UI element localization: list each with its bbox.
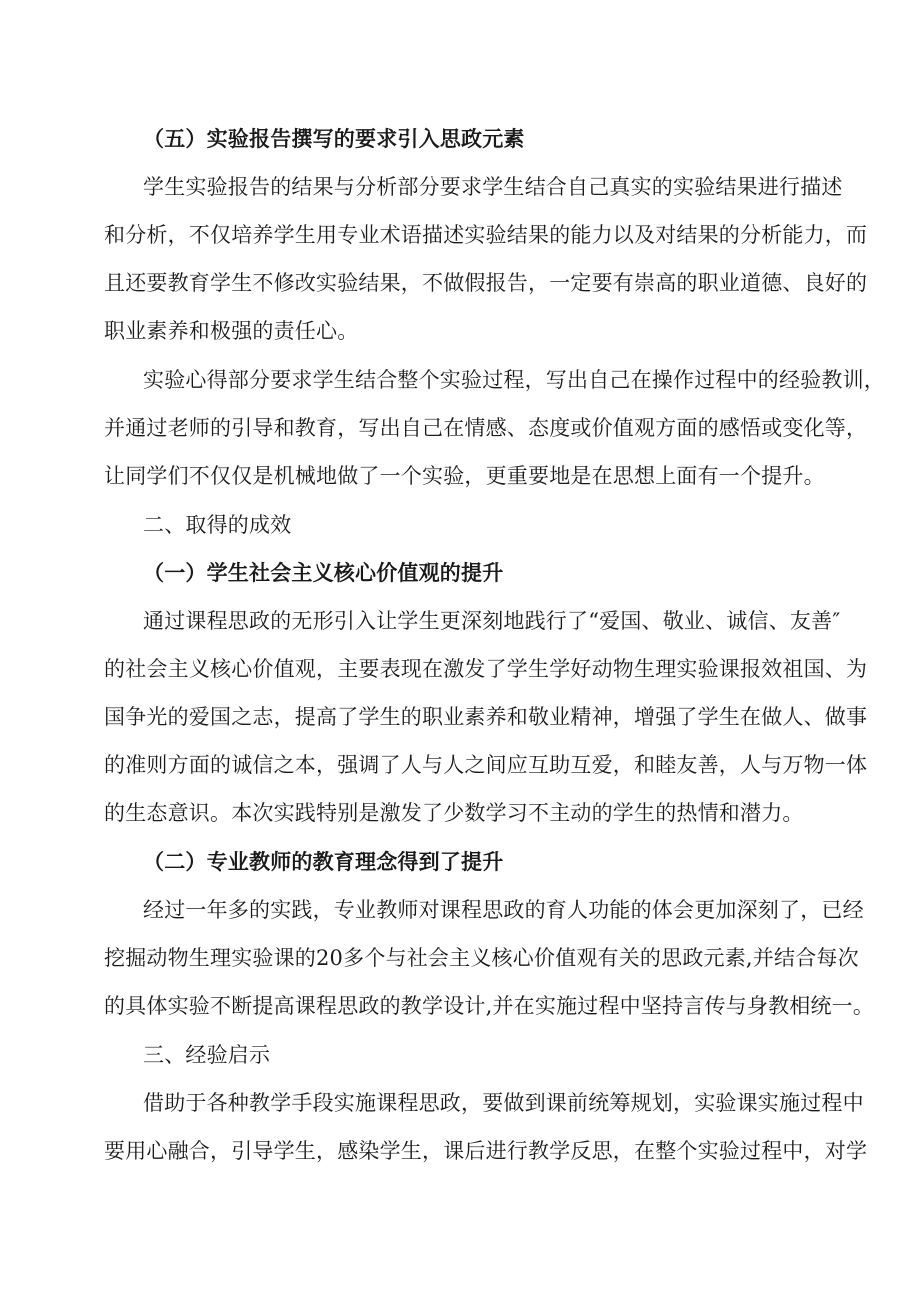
paragraph-line: 经过一年多的实践，专业教师对课程思政的育人功能的体会更加深刻了，已经 (143, 898, 864, 922)
paragraph-line: 并通过老师的引导和教育，写出自己在情感、态度或价值观方面的感悟或变化等， (104, 416, 868, 440)
paragraph-line: 的社会主义核心价值观，主要表现在激发了学生学好动物生理实验课报效祖国、为 (104, 657, 868, 681)
paragraph-line: 国争光的爱国之志，提高了学生的职业素养和敬业精神，增强了学生在做人、做事 (104, 705, 868, 729)
paragraph-line: 且还要教育学生不修改实验结果，不做假报告，一定要有崇高的职业道德、良好的 (104, 271, 868, 295)
paragraph-line: 借助于各种教学手段实施课程思政，要做到课前统筹规划，实验课实施过程中 (143, 1091, 864, 1115)
paragraph-line: 挖掘动物生理实验课的20多个与社会主义核心价值观有关的思政元素,并结合每次 (104, 946, 859, 970)
section-heading-results: 二、取得的成效 (143, 513, 292, 537)
paragraph-line: 的具体实验不断提高课程思政的教学设计,并在实施过程中坚持言传与身教相统一。 (104, 994, 875, 1018)
section-heading-lessons: 三、经验启示 (143, 1043, 271, 1067)
paragraph-line: 让同学们不仅仅是机械地做了一个实验，更重要地是在思想上面有一个提升。 (104, 464, 825, 488)
paragraph-line: 要用心融合，引导学生，感染学生，课后进行教学反思，在整个实验过程中，对学 (104, 1139, 868, 1163)
subheading-core-values: （一）学生社会主义核心价值观的提升 (143, 560, 504, 585)
paragraph-line: 和分析，不仅培养学生用专业术语描述实验结果的能力以及对结果的分析能力，而 (104, 223, 868, 247)
paragraph-line: 学生实验报告的结果与分析部分要求学生结合自己真实的实验结果进行描述 (143, 175, 843, 199)
paragraph-line: 的准则方面的诚信之本，强调了人与人之间应互助互爱，和睦友善，人与万物一体 (104, 753, 868, 777)
subheading-teacher-philosophy: （二）专业教师的教育理念得到了提升 (143, 849, 504, 874)
subheading-experiment-report: （五）实验报告撰写的要求引入思政元素 (143, 126, 525, 151)
paragraph-line: 实验心得部分要求学生结合整个实验过程，写出自己在操作过程中的经验教训， (143, 368, 885, 392)
paragraph-line: 的生态意识。本次实践特别是激发了少数学习不主动的学生的热情和潜力。 (104, 801, 804, 825)
paragraph-line: 职业素养和极强的责任心。 (104, 319, 359, 343)
paragraph-line: 通过课程思政的无形引入让学生更深刻地践行了“爱国、敬业、诚信、友善″ (143, 609, 841, 633)
